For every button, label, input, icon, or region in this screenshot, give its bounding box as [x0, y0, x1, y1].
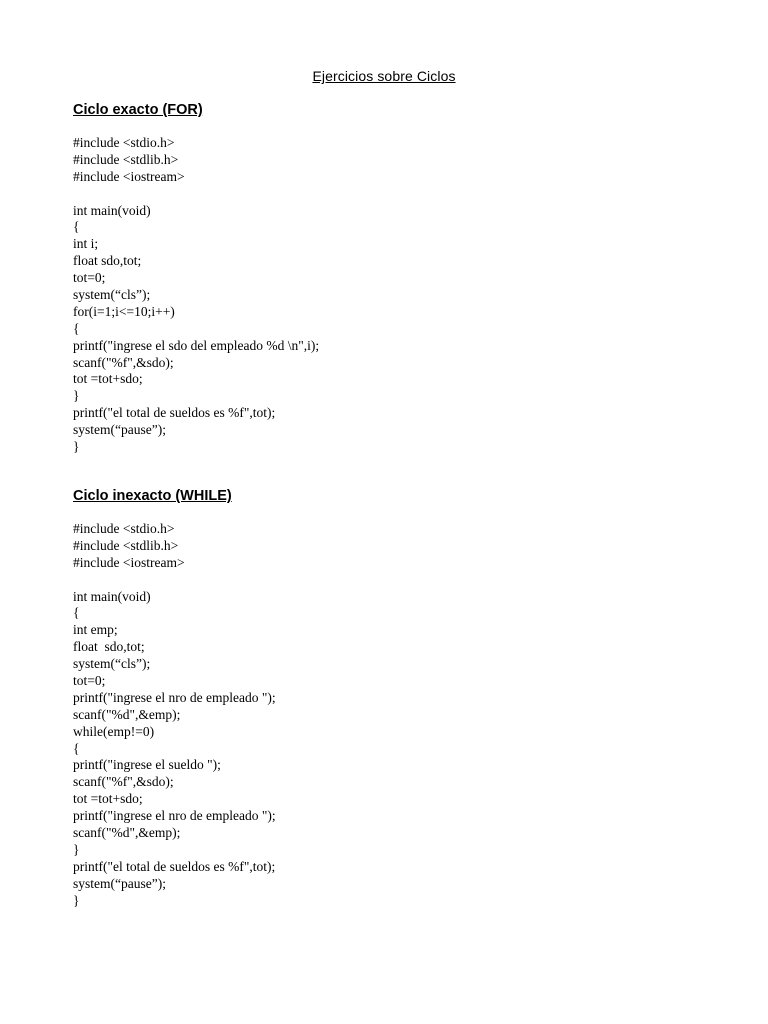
code-line: tot =tot+sdo; — [73, 371, 143, 387]
code-block-for — [73, 135, 319, 456]
code-line: int main(void) — [73, 202, 151, 218]
code-line: scanf("%d",&emp); — [73, 706, 181, 722]
code-line: tot =tot+sdo; — [73, 791, 143, 807]
code-block-while — [73, 521, 276, 909]
code-line: system(“cls”); — [73, 656, 151, 672]
code-line: tot=0; — [73, 673, 106, 689]
code-line: } — [73, 439, 80, 455]
code-line: int i; — [73, 236, 99, 252]
code-line: printf("el total de sueldos es %f",tot); — [73, 858, 276, 874]
code-line: { — [73, 740, 80, 756]
code-line: { — [73, 219, 80, 235]
code-line: scanf("%d",&emp); — [73, 825, 181, 841]
section-heading-while: Ciclo inexacto (WHILE) — [73, 488, 232, 504]
code-line: #include <stdlib.h> — [73, 537, 179, 553]
code-line: int main(void) — [73, 588, 151, 604]
code-line: } — [73, 388, 80, 404]
code-line: float sdo,tot; — [73, 253, 142, 269]
code-line: printf("ingrese el nro de empleado "); — [73, 689, 276, 705]
code-line: #include <iostream> — [73, 554, 185, 570]
section-heading-for: Ciclo exacto (FOR) — [73, 102, 203, 118]
document-title: Ejercicios sobre Ciclos — [312, 68, 456, 84]
code-line: scanf("%f",&sdo); — [73, 354, 174, 370]
code-line: while(emp!=0) — [73, 723, 155, 739]
code-line: system(“pause”); — [73, 875, 166, 891]
code-line: int emp; — [73, 622, 118, 638]
code-line — [73, 186, 319, 203]
code-line: printf("el total de sueldos es %f",tot); — [73, 405, 276, 421]
code-line: printf("ingrese el sueldo "); — [73, 757, 221, 773]
code-line: float sdo,tot; — [73, 639, 145, 655]
code-line: system(“pause”); — [73, 422, 166, 438]
code-line: printf("ingrese el sdo del empleado %d \n",i); — [73, 337, 320, 353]
code-line: scanf("%f",&sdo); — [73, 774, 174, 790]
code-line: for(i=1;i<=10;i++) — [73, 303, 175, 319]
code-line: #include <stdio.h> — [73, 521, 175, 536]
code-line: { — [73, 605, 80, 621]
code-line: tot=0; — [73, 270, 106, 286]
code-line: system(“cls”); — [73, 287, 151, 303]
code-line: } — [73, 892, 80, 908]
code-line: { — [73, 320, 80, 336]
code-line: printf("ingrese el nro de empleado "); — [73, 808, 276, 824]
code-line: } — [73, 841, 80, 857]
code-line: #include <stdlib.h> — [73, 151, 179, 167]
code-line — [73, 572, 276, 589]
code-line: #include <iostream> — [73, 168, 185, 184]
code-line: #include <stdio.h> — [73, 135, 175, 150]
